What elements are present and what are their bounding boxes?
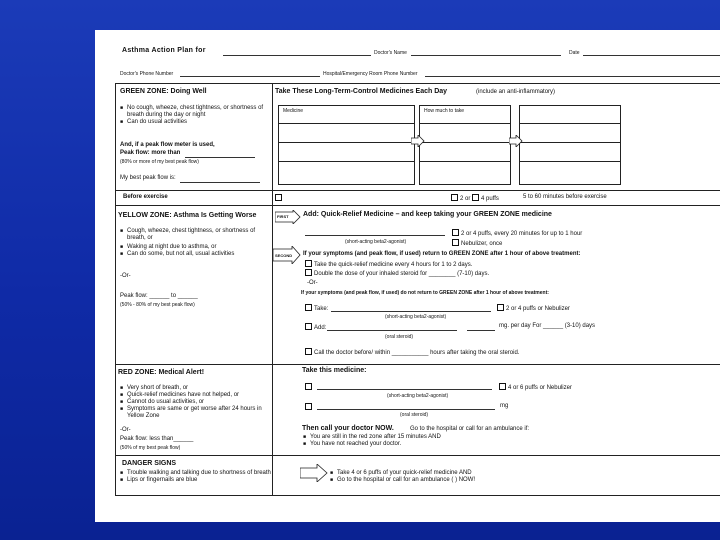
mg-line[interactable]	[467, 330, 495, 331]
take-options[interactable]	[497, 304, 570, 313]
add-label: Add:	[314, 325, 327, 331]
medicine-column	[278, 105, 415, 185]
how-much-column	[419, 105, 511, 185]
asthma-action-plan-form	[95, 30, 720, 522]
list-item: ■ Very short of breath, or	[120, 385, 272, 392]
green-meds-title: Take These Long-Term-Control Medicines Each Day	[275, 88, 448, 95]
peak-flow-label: Peak flow: more than	[120, 150, 181, 156]
table-top-border	[115, 83, 720, 84]
grid-line	[420, 142, 511, 143]
yellow-option-1[interactable]	[305, 260, 472, 269]
arrow-right-icon	[411, 135, 425, 147]
take-options-label: 2 or 4 puffs or Nebulizer	[506, 306, 570, 312]
red-med-checkbox[interactable]	[305, 383, 314, 392]
yellow-peak-note: (50% - 80% of my best peak flow)	[120, 302, 195, 308]
list-item: ■ Cough, wheeze, chest tightness, or shortness of breath, or	[120, 228, 270, 242]
grid-line	[520, 123, 621, 124]
green-zone-symptoms	[120, 105, 270, 126]
add-options: mg. per day For ______ (3-10) days	[499, 323, 596, 329]
first-label: FIRST	[277, 214, 289, 219]
grid-line	[279, 161, 415, 162]
yellow-or-2: -Or-	[307, 280, 318, 286]
yellow-zone-title: YELLOW ZONE: Asthma Is Getting Worse	[118, 212, 257, 219]
green-meds-subtitle: (include an anti-inflammatory)	[476, 89, 556, 95]
nebulizer-once-label: Nebulizer, once	[461, 241, 503, 247]
if-symptoms-return: If your symptoms (and peak flow, if used) return to GREEN ZONE after 1 hour of above treatment:	[303, 251, 581, 257]
list-item: ■ No cough, wheeze, chest tightness, or shortness of breath during the day or night	[120, 105, 270, 119]
before-exercise-label: Before exercise	[123, 194, 168, 200]
red-puff-options-label: 4 or 6 puffs or Nebulizer	[508, 385, 572, 391]
beta-agonist-note-2: (short-acting beta2-agonist)	[385, 314, 447, 320]
red-oral-checkbox[interactable]	[305, 403, 314, 412]
red-medicine-line[interactable]	[317, 389, 492, 390]
grid-line	[420, 123, 511, 124]
list-item: ■ Can do usual activities	[120, 119, 270, 126]
danger-signs-title: DANGER SIGNS	[122, 460, 177, 467]
beta-agonist-note: (short-acting beta2-agonist)	[345, 239, 407, 245]
call-doctor-now: Then call your doctor NOW.	[302, 425, 394, 432]
peak-flow-intro: And, if a peak flow meter is used,	[120, 142, 215, 148]
form-title: Asthma Action Plan for	[122, 47, 206, 54]
red-oral-line[interactable]	[317, 409, 467, 410]
arrow-right-icon	[509, 135, 523, 147]
red-take-title: Take this medicine:	[302, 367, 367, 374]
doctor-phone-line[interactable]	[180, 76, 320, 77]
table-bottom-border	[115, 495, 720, 496]
quick-relief-med-line[interactable]	[305, 235, 445, 236]
puffs-2-label: 2 or	[460, 196, 471, 202]
yellow-zone-symptoms	[120, 228, 270, 258]
danger-actions	[330, 470, 475, 484]
red-or: -Or-	[120, 427, 131, 433]
minutes-before-exercise: 5 to 60 minutes before exercise	[523, 194, 607, 200]
list-item: ■ Go to the hospital or call for an ambulance ( ) NOW!	[330, 477, 475, 484]
column-divider	[272, 83, 273, 495]
if-symptoms-not-return: If your symptoms (and peak flow, if used) do not return to GREEN ZONE after 1 hour of above treatment:	[301, 290, 549, 296]
red-beta-note: (short-acting beta2-agonist)	[387, 393, 449, 399]
row-divider	[115, 190, 720, 191]
list-item: ■ Waking at night due to asthma, or	[120, 244, 270, 251]
red-mg-label: mg	[500, 403, 509, 409]
grid-line	[279, 123, 415, 124]
hospital-phone-line[interactable]	[425, 76, 720, 77]
list-item: ■ Lips or fingernails are blue	[120, 477, 271, 484]
take-medicine-line[interactable]	[331, 311, 491, 312]
best-peak-flow-line[interactable]	[180, 182, 260, 183]
date-label: Date	[569, 50, 580, 56]
when-column	[519, 105, 621, 185]
grid-line	[520, 161, 621, 162]
peak-flow-note: (80% or more of my best peak flow)	[120, 159, 199, 165]
hospital-phone-label: Hospital/Emergency Room Phone Number	[323, 71, 418, 77]
danger-arrow-icon	[300, 464, 328, 482]
take-label: Take:	[314, 306, 329, 312]
list-item: ■ You are still in the red zone after 15 minutes AND	[303, 434, 441, 441]
green-zone-title: GREEN ZONE: Doing Well	[120, 88, 207, 95]
list-item: ■ Quick-relief medicines have not helped, or	[120, 392, 272, 399]
call-doctor-label: Call the doctor before/ within ___________ hours after taking the oral steroid.	[314, 350, 520, 356]
patient-name-line[interactable]	[223, 55, 371, 56]
list-item: ■ Trouble walking and talking due to shortness of breath	[120, 470, 271, 477]
oral-steroid-note: (oral steroid)	[385, 334, 414, 340]
best-peak-flow-label: My best peak flow is:	[120, 175, 176, 181]
yellow-peak-flow: Peak flow: ______ to ______	[120, 293, 198, 299]
call-conditions	[303, 434, 441, 448]
yellow-add-line: Add: Quick-Relief Medicine – and keep taking your GREEN ZONE medicine	[303, 211, 552, 218]
red-peak-flow: Peak flow: less than______	[120, 436, 194, 442]
puffs-4-label: 4 puffs	[481, 196, 499, 202]
yellow-option-2-label: Double the dose of your inhaled steroid for ________ (7-10) days.	[314, 271, 490, 277]
before-exercise-checkbox[interactable]	[275, 194, 284, 203]
grid-line	[420, 161, 511, 162]
call-doctor-option[interactable]	[305, 348, 519, 357]
list-item: ■ Cannot do usual activities, or	[120, 399, 272, 406]
yellow-or: -Or-	[120, 273, 131, 279]
peak-flow-line[interactable]	[185, 157, 255, 158]
grid-line	[520, 142, 621, 143]
how-much-header: How much to take	[424, 108, 465, 114]
red-zone-symptoms	[120, 385, 272, 420]
row-divider	[115, 455, 720, 456]
take-checkbox[interactable]	[305, 304, 328, 313]
second-label: SECOND	[275, 253, 293, 258]
yellow-option-2[interactable]	[305, 269, 489, 278]
date-line[interactable]	[583, 55, 720, 56]
grid-line	[279, 142, 415, 143]
row-divider	[115, 364, 720, 365]
quick-relief-puffs[interactable]	[452, 229, 582, 238]
row-divider	[115, 205, 720, 206]
doctor-name-line[interactable]	[411, 55, 561, 56]
red-peak-note: (50% of my best peak flow)	[120, 445, 181, 451]
add-medicine-line[interactable]	[327, 330, 457, 331]
list-item: ■ You have not reached your doctor.	[303, 441, 441, 448]
yellow-option-1-label: Take the quick-relief medicine every 4 hours for 1 to 2 days.	[314, 262, 473, 268]
medicine-header: Medicine	[283, 108, 304, 114]
table-left-border	[115, 83, 116, 495]
red-mg-line[interactable]	[467, 409, 495, 410]
doctor-name-label: Doctor's Name	[374, 50, 407, 56]
puffs-option[interactable]	[451, 194, 499, 203]
list-item: ■ Take 4 or 6 puffs of your quick-relief medicine AND	[330, 470, 475, 477]
call-doctor-sub: Go to the hospital or call for an ambulance if:	[410, 426, 530, 432]
quick-relief-puffs-label: 2 or 4 puffs, every 20 minutes for up to 1 hour	[461, 231, 583, 237]
doctor-phone-label: Doctor's Phone Number	[120, 71, 174, 77]
red-puff-options[interactable]	[499, 383, 572, 392]
danger-signs-list	[120, 470, 271, 484]
list-item: ■ Can do some, but not all, usual activities	[120, 251, 270, 258]
list-item: ■ Symptoms are same or get worse after 24 hours in Yellow Zone	[120, 406, 272, 420]
add-checkbox[interactable]	[305, 323, 326, 332]
nebulizer-once[interactable]	[452, 239, 502, 248]
red-zone-title: RED ZONE: Medical Alert!	[118, 369, 205, 376]
red-oral-note: (oral steroid)	[400, 412, 429, 418]
